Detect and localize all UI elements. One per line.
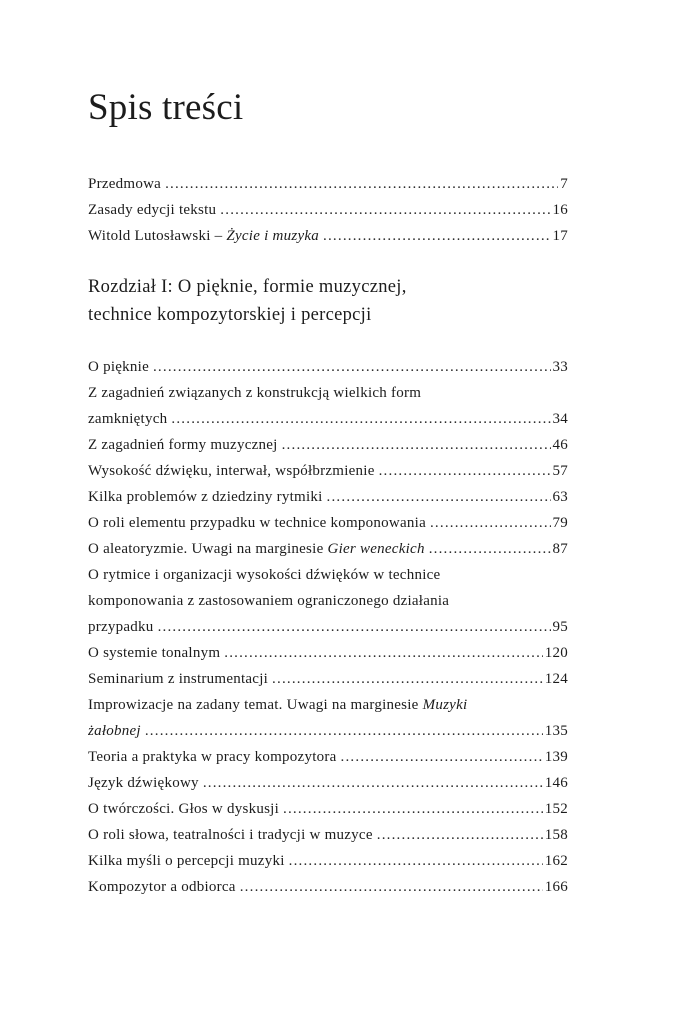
toc-entry-title (88, 718, 141, 744)
toc-entry-italic-title: żałobnej (88, 723, 141, 739)
toc-entry-page: 158 (544, 827, 568, 843)
leader-dots (341, 744, 543, 770)
leader-dots (430, 510, 551, 536)
toc-entry (88, 822, 568, 848)
toc-entry-text: O pięknie (88, 359, 149, 375)
leader-dots (224, 640, 543, 666)
toc-entry-final-line (88, 432, 568, 458)
toc-entry-title (88, 510, 426, 536)
toc-entry (88, 770, 568, 796)
chapter-heading-block (88, 273, 568, 329)
toc-entry-final-line (88, 510, 568, 536)
toc-entry-page: 57 (552, 463, 568, 479)
toc-entry-text: O roli elementu przypadku w technice komponowania (88, 515, 426, 531)
toc-entry (88, 432, 568, 458)
toc-entry-final-line (88, 614, 568, 640)
toc-entry (88, 171, 568, 197)
toc-entry-page: 162 (544, 853, 568, 869)
toc-entry-final-line (88, 874, 568, 900)
leader-dots (282, 432, 551, 458)
toc-entry (88, 536, 568, 562)
leader-dots (272, 666, 543, 692)
toc-entry-final-line (88, 796, 568, 822)
leader-dots (165, 171, 558, 197)
leader-dots (158, 614, 551, 640)
toc-entry-page: 152 (544, 801, 568, 817)
leader-dots (203, 770, 543, 796)
toc-entry-page: 120 (544, 645, 568, 661)
toc-entry-italic-title: Życie i muzyka (226, 228, 320, 244)
toc-entry-final-line (88, 770, 568, 796)
toc-entry (88, 380, 568, 432)
toc-entry-page: 46 (552, 437, 568, 453)
toc-entry-text: Kilka myśli o percepcji muzyki (88, 853, 285, 869)
toc-entry-title (88, 666, 268, 692)
toc-entry-title (88, 848, 285, 874)
toc-entry-text: Witold Lutosławski – (88, 228, 227, 244)
toc-entry-page: 146 (544, 775, 568, 791)
toc-entry-final-line (88, 536, 568, 562)
toc-entry-final-line (88, 822, 568, 848)
toc-entry (88, 796, 568, 822)
toc-entry (88, 354, 568, 380)
toc-entry-text: Wysokość dźwięku, interwał, współbrzmienie (88, 463, 375, 479)
leader-dots (153, 354, 551, 380)
toc-entry-text: Teoria a praktyka w pracy kompozytora (88, 749, 337, 765)
leader-dots (327, 484, 551, 510)
toc-entry-final-line (88, 666, 568, 692)
toc-entry-final-line (88, 718, 568, 744)
toc-entry-title (88, 406, 167, 432)
toc-entry-page: 95 (552, 619, 568, 635)
toc-entry-page: 34 (552, 411, 568, 427)
toc-entry-text: O roli słowa, teatralności i tradycji w muzyce (88, 827, 373, 843)
leader-dots (220, 197, 550, 223)
toc-entry-title (88, 223, 319, 249)
toc-entry-page: 166 (544, 879, 568, 895)
toc-entry-title (88, 458, 375, 484)
toc-entry-italic-title: Muzyki (422, 697, 468, 713)
toc-entry (88, 510, 568, 536)
toc-entry (88, 484, 568, 510)
toc-entry-title (88, 536, 425, 562)
toc-entry (88, 223, 568, 249)
toc-entry-page: 87 (552, 541, 568, 557)
toc-entry-title (88, 770, 199, 796)
leader-dots (289, 848, 543, 874)
toc-entry-final-line (88, 848, 568, 874)
chapter-heading-line: Rozdział I: O pięknie, formie muzycznej, (88, 277, 407, 297)
leader-dots (171, 406, 550, 432)
toc-entry-title (88, 874, 236, 900)
toc-entry-page: 139 (544, 749, 568, 765)
toc-entry (88, 666, 568, 692)
toc-entry-title-line: Z zagadnień związanych z konstrukcją wielkich form (88, 385, 422, 401)
toc-entry (88, 874, 568, 900)
toc-entry-text: O aleatoryzmie. Uwagi na marginesie (88, 541, 328, 557)
toc-entry-page: 16 (552, 202, 568, 218)
toc-entry (88, 197, 568, 223)
toc-entry-title (88, 432, 278, 458)
leader-dots (283, 796, 543, 822)
toc-entry-title-line: komponowania z zastosowaniem ograniczonego działania (88, 593, 450, 609)
toc-entry-title (88, 744, 337, 770)
toc-entry-text: Improwizacje na zadany temat. Uwagi na marginesie (88, 697, 423, 713)
toc-entry-page: 135 (544, 723, 568, 739)
toc-entry-text: zamkniętych (88, 411, 168, 427)
toc-entry-final-line (88, 744, 568, 770)
leader-dots (145, 718, 543, 744)
toc-entry (88, 848, 568, 874)
toc-entry-text: Kilka problemów z dziedziny rytmiki (88, 489, 323, 505)
toc-entry-text: O twórczości. Głos w dyskusji (88, 801, 279, 817)
toc-entry-title (88, 354, 149, 380)
toc-entry-final-line (88, 484, 568, 510)
toc-entry-page: 17 (552, 228, 568, 244)
toc-entry (88, 458, 568, 484)
toc-entry-title: Przedmowa (88, 176, 162, 192)
toc-entry-final-line (88, 640, 568, 666)
toc-entry-title-line (88, 692, 568, 718)
toc-entry (88, 692, 568, 744)
page-title: Spis treści (88, 87, 244, 128)
toc-entry-page: 63 (552, 489, 568, 505)
toc-entry-text: Seminarium z instrumentacji (88, 671, 269, 687)
toc-entry-text: Z zagadnień formy muzycznej (88, 437, 278, 453)
toc-entry-text: Kompozytor a odbiorca (88, 879, 236, 895)
toc-entry-title (88, 796, 279, 822)
toc-entry-title (88, 822, 373, 848)
toc-entry-title (88, 484, 323, 510)
toc-entry-page: 79 (552, 515, 568, 531)
chapter-heading-line: technice kompozytorskiej i percepcji (88, 305, 372, 325)
toc-entry (88, 640, 568, 666)
toc-entry-text: O systemie tonalnym (88, 645, 221, 661)
leader-dots (240, 874, 543, 900)
toc-entry-page: 33 (552, 359, 568, 375)
toc-entry-title (88, 614, 154, 640)
toc-entry-title: Zasady edycji tekstu (88, 202, 217, 218)
toc-entry-final-line (88, 354, 568, 380)
leader-dots (323, 223, 550, 249)
toc-entry-italic-title: Gier weneckich (327, 541, 425, 557)
toc-entry-page: 7 (560, 176, 568, 192)
chapter-entries-list (88, 354, 568, 900)
toc-entry (88, 562, 568, 640)
toc-entry-page: 124 (544, 671, 568, 687)
chapter-heading (88, 273, 568, 329)
toc-entry (88, 744, 568, 770)
leader-dots (377, 822, 543, 848)
toc-entry-text: Język dźwiękowy (88, 775, 199, 791)
toc-entry-final-line (88, 406, 568, 432)
front-matter-list (88, 171, 568, 249)
leader-dots (379, 458, 551, 484)
toc-entry-text: przypadku (88, 619, 154, 635)
toc-entry-title (88, 640, 220, 666)
toc-entry-title-line: O rytmice i organizacji wysokości dźwięków w technice (88, 567, 441, 583)
toc-entry-final-line (88, 458, 568, 484)
leader-dots (429, 536, 551, 562)
